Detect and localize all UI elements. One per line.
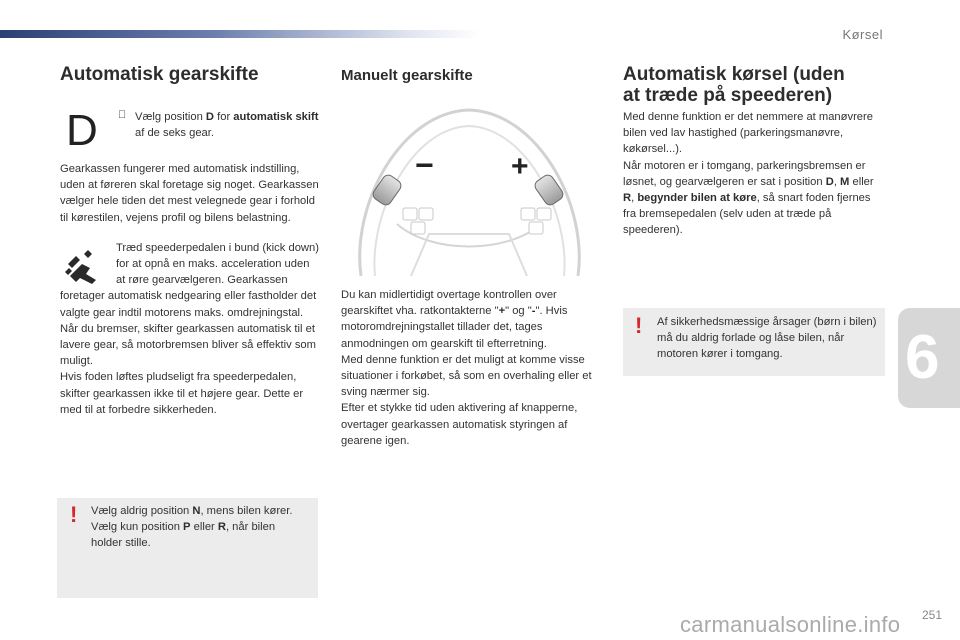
kickdown-row — [60, 240, 322, 289]
warning-box-idle — [623, 308, 885, 376]
section-title-automatic: Automatisk gearskifte — [60, 64, 259, 85]
warning-box-positions — [57, 498, 318, 598]
chapter-number: 6 — [905, 323, 940, 392]
creep-intro: Med denne funktion er det nemmere at manøvrere bilen ved lav hastighed (parkeringsmanøvre, køkørsel...). — [623, 111, 873, 156]
chapter-name: Kørsel — [842, 27, 883, 42]
kickdown-pedal-icon — [62, 246, 102, 286]
page-number: 251 — [921, 608, 942, 622]
column-creep-function — [623, 64, 885, 239]
section-title-creep: Automatisk kørsel (uden at træde på speederen) — [623, 64, 845, 106]
warning-text-idle: Af sikkerhedsmæssige årsager (børn i bilen) må du aldrig forlade og låse bilen, når motoren kører i tomgang. — [657, 316, 877, 361]
steering-wheel-paddles-illustration — [341, 104, 598, 276]
kickdown-continuation: foretager automatisk nedgearing eller fastholder det valgte gear indtil motorens maks. omdrejningstal. — [60, 290, 317, 319]
plus-paddle-label: + — [511, 150, 529, 183]
warning-text-positions: Vælg aldrig position N, mens bilen kører. Vælg kun position P eller R, når bilen holder stille. — [91, 505, 293, 550]
creep-conditions: Når motoren er i tomgang, parkeringsbremsen er løsnet, og gearvælgeren er sat i position D, M eller R, begynder bilen at køre, så snart foden fjernes fra bremsepedalen (selv uden at træde på speederen). — [623, 159, 874, 237]
header-bar — [0, 30, 480, 38]
bullet-icon — [118, 109, 126, 121]
manual-gearshift-text: Du kan midlertidigt overtage kontrollen over gearskiftet vha. ratkontakterne "+" og "-". Hvis motoromdrejningstallet tillader det, tages anmodningen om gearskift til efterretning. Med denne funktion er det muligt at komme visse situationer i forkøbet, så som en overhaling eller et sving nærmer sig. Efter et stykke tid uden aktivering af knapperne, overtager gearkassen automatisk styringen af gearene igen. — [341, 287, 593, 449]
timeout-paragraph: Efter et stykke tid uden aktivering af knapperne, overtager gearkassen automatisk styringen af gearene igen. — [341, 402, 578, 447]
foot-lift-paragraph: Hvis foden løftes pludseligt fra speederpedalen, skifter gearkassen ikke til et højere gear. Dette er med til at forbedre sikkerheden. — [60, 371, 304, 416]
watermark: carmanualsonline.info — [680, 612, 901, 637]
column-automatic-gearshift — [60, 64, 322, 418]
position-d-row — [60, 105, 322, 161]
chapter-tab — [898, 308, 960, 408]
minus-paddle-label: − — [415, 147, 434, 183]
section-title-manual: Manuelt gearskifte — [341, 67, 473, 84]
d-position-symbol: D — [66, 106, 98, 155]
braking-paragraph: Når du bremser, skifter gearkassen automatisk til et lavere gear, så motorbremsen bliver så effektiv som muligt. — [60, 322, 316, 368]
intro-paragraph: Gearkassen fungerer med automatisk indstilling, uden at føreren skal foretage sig noget. Gearkassen vælger hele tiden det mest velegnede gear i forhold til kørestilen, vejens profil og bilens belastning. — [60, 163, 319, 224]
column-manual-gearshift — [341, 64, 599, 84]
position-d-instruction: Vælg position D for automatisk skift af de seks gear. — [135, 109, 325, 141]
warning-icon: ! — [635, 313, 643, 338]
overtaking-paragraph: Med denne funktion er det muligt at komme visse situationer i forkøbet, så som en overhaling eller et sving nærmer sig. — [341, 353, 592, 399]
warning-icon: ! — [70, 502, 78, 527]
kickdown-text: Træd speederpedalen i bund (kick down) for at opnå en maks. acceleration uden at røre gearvælgeren. Gearkassen — [116, 241, 319, 287]
